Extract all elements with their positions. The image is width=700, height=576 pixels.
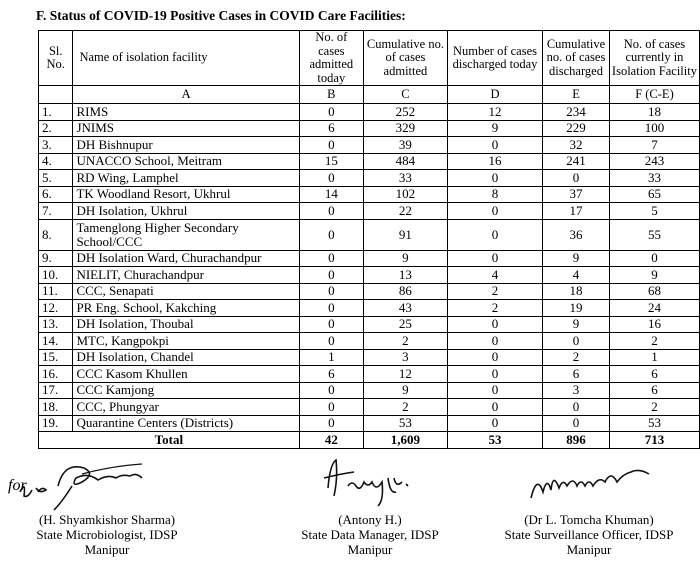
signature-image-2 — [270, 452, 470, 512]
cell-discharged-today: 0 — [447, 170, 542, 187]
cell-sl-no: 3. — [39, 137, 73, 154]
cell-facility-name: TK Woodland Resort, Ukhrul — [73, 186, 299, 203]
cell-currently-isolated: 6 — [609, 366, 699, 383]
cell-cumulative-discharged: 234 — [543, 104, 610, 121]
cell-facility-name: CCC, Senapati — [73, 283, 299, 300]
cell-discharged-today: 0 — [447, 137, 542, 154]
section-heading: F. Status of COVID-19 Positive Cases in COVID Care Facilities: — [36, 8, 406, 23]
signatory-1-name: (H. Shyamkishor Sharma) — [38, 512, 176, 527]
covid-facility-table — [38, 30, 700, 449]
cell-currently-isolated: 6 — [609, 382, 699, 399]
cell-cumulative-admitted: 22 — [363, 203, 447, 220]
cell-cumulative-admitted: 2 — [363, 399, 447, 416]
cell-admitted-today: 6 — [299, 120, 363, 137]
table-row — [39, 120, 700, 137]
cell-discharged-today: 0 — [447, 349, 542, 366]
cell-cumulative-admitted: 91 — [363, 219, 447, 250]
cell-discharged-today: 2 — [447, 300, 542, 317]
table-row — [39, 203, 700, 220]
cell-cumulative-discharged: 0 — [543, 399, 610, 416]
col-header-facility: Name of isolation facility — [73, 31, 299, 86]
table-row — [39, 137, 700, 154]
cell-admitted-today: 0 — [299, 333, 363, 350]
cell-cumulative-discharged: 0 — [543, 415, 610, 432]
cell-cumulative-admitted: 2 — [363, 333, 447, 350]
cell-currently-isolated: 65 — [609, 186, 699, 203]
table-row — [39, 382, 700, 399]
cell-admitted-today: 0 — [299, 137, 363, 154]
cell-sl-no: 19. — [39, 415, 73, 432]
cell-cumulative-admitted: 39 — [363, 137, 447, 154]
total-label: Total — [39, 432, 300, 449]
cell-currently-isolated: 7 — [609, 137, 699, 154]
cell-currently-isolated: 53 — [609, 415, 699, 432]
cell-cumulative-discharged: 229 — [543, 120, 610, 137]
cell-discharged-today: 2 — [447, 283, 542, 300]
cell-cumulative-discharged: 0 — [543, 333, 610, 350]
cell-currently-isolated: 0 — [609, 250, 699, 267]
cell-admitted-today: 0 — [299, 399, 363, 416]
cell-sl-no: 1. — [39, 104, 73, 121]
total-admitted-today: 42 — [299, 432, 363, 449]
col-header-discharged-today: Number of cases discharged today — [447, 31, 542, 86]
total-row — [39, 432, 700, 449]
signatory-2-name: (Antony H.) — [338, 512, 402, 527]
cell-admitted-today: 0 — [299, 104, 363, 121]
cell-discharged-today: 0 — [447, 366, 542, 383]
cell-sl-no: 4. — [39, 153, 73, 170]
cell-facility-name: DH Isolation Ward, Churachandpur — [73, 250, 299, 267]
cell-cumulative-discharged: 18 — [543, 283, 610, 300]
signatory-3-place: Manipur — [566, 542, 612, 557]
cell-facility-name: DH Isolation, Chandel — [73, 349, 299, 366]
cell-discharged-today: 0 — [447, 399, 542, 416]
cell-discharged-today: 0 — [447, 415, 542, 432]
cell-sl-no: 8. — [39, 219, 73, 250]
cell-cumulative-admitted: 9 — [363, 250, 447, 267]
cell-currently-isolated: 2 — [609, 333, 699, 350]
signatory-block-3 — [480, 452, 698, 557]
signatory-3-title: State Surveillance Officer, IDSP — [504, 527, 674, 542]
signatory-2-title: State Data Manager, IDSP — [301, 527, 439, 542]
cell-cumulative-discharged: 37 — [543, 186, 610, 203]
cell-discharged-today: 16 — [447, 153, 542, 170]
total-cumulative-discharged: 896 — [543, 432, 610, 449]
table-row — [39, 250, 700, 267]
cell-currently-isolated: 55 — [609, 219, 699, 250]
cell-cumulative-admitted: 102 — [363, 186, 447, 203]
signatory-block-1 — [2, 452, 212, 557]
cell-cumulative-discharged: 4 — [543, 267, 610, 284]
subheader-a: A — [73, 86, 299, 104]
cell-admitted-today: 0 — [299, 283, 363, 300]
subheader-sl — [39, 86, 73, 104]
cell-discharged-today: 0 — [447, 382, 542, 399]
cell-discharged-today: 0 — [447, 250, 542, 267]
cell-sl-no: 2. — [39, 120, 73, 137]
cell-facility-name: DH Bishnupur — [73, 137, 299, 154]
subheader-row — [39, 86, 700, 104]
cell-facility-name: CCC Kasom Khullen — [73, 366, 299, 383]
cell-cumulative-admitted: 25 — [363, 316, 447, 333]
total-discharged-today: 53 — [447, 432, 542, 449]
cell-cumulative-discharged: 3 — [543, 382, 610, 399]
cell-cumulative-admitted: 13 — [363, 267, 447, 284]
cell-admitted-today: 0 — [299, 267, 363, 284]
cell-sl-no: 6. — [39, 186, 73, 203]
cell-admitted-today: 0 — [299, 300, 363, 317]
signatory-3-name: (Dr L. Tomcha Khuman) — [524, 512, 654, 527]
cell-admitted-today: 15 — [299, 153, 363, 170]
cell-currently-isolated: 100 — [609, 120, 699, 137]
table-row — [39, 333, 700, 350]
cell-cumulative-discharged: 6 — [543, 366, 610, 383]
cell-facility-name: DH Isolation, Ukhrul — [73, 203, 299, 220]
cell-cumulative-admitted: 53 — [363, 415, 447, 432]
cell-discharged-today: 0 — [447, 316, 542, 333]
cell-sl-no: 18. — [39, 399, 73, 416]
table-row — [39, 300, 700, 317]
signature-image-1 — [12, 452, 202, 512]
signatory-1-prefix: for — [8, 477, 27, 494]
cell-admitted-today: 1 — [299, 349, 363, 366]
cell-currently-isolated: 16 — [609, 316, 699, 333]
cell-sl-no: 10. — [39, 267, 73, 284]
table-row — [39, 267, 700, 284]
cell-currently-isolated: 18 — [609, 104, 699, 121]
col-header-admitted-today: No. of cases admitted today — [299, 31, 363, 86]
cell-discharged-today: 12 — [447, 104, 542, 121]
table-row — [39, 104, 700, 121]
subheader-e: E — [543, 86, 610, 104]
table-row — [39, 153, 700, 170]
cell-currently-isolated: 243 — [609, 153, 699, 170]
cell-sl-no: 15. — [39, 349, 73, 366]
subheader-f: F (C-E) — [609, 86, 699, 104]
signatory-1-title: State Microbiologist, IDSP — [36, 527, 178, 542]
cell-admitted-today: 0 — [299, 170, 363, 187]
cell-cumulative-admitted: 252 — [363, 104, 447, 121]
cell-admitted-today: 14 — [299, 186, 363, 203]
cell-discharged-today: 0 — [447, 219, 542, 250]
cell-cumulative-admitted: 3 — [363, 349, 447, 366]
cell-sl-no: 12. — [39, 300, 73, 317]
cell-currently-isolated: 9 — [609, 267, 699, 284]
cell-facility-name: RIMS — [73, 104, 299, 121]
cell-discharged-today: 0 — [447, 203, 542, 220]
cell-cumulative-admitted: 329 — [363, 120, 447, 137]
cell-admitted-today: 0 — [299, 203, 363, 220]
cell-admitted-today: 0 — [299, 415, 363, 432]
cell-cumulative-admitted: 12 — [363, 366, 447, 383]
table-row — [39, 219, 700, 250]
table-row — [39, 415, 700, 432]
total-cumulative-admitted: 1,609 — [363, 432, 447, 449]
cell-admitted-today: 6 — [299, 366, 363, 383]
table-row — [39, 399, 700, 416]
table-row — [39, 366, 700, 383]
cell-facility-name: UNACCO School, Meitram — [73, 153, 299, 170]
cell-cumulative-discharged: 9 — [543, 316, 610, 333]
cell-cumulative-admitted: 9 — [363, 382, 447, 399]
cell-sl-no: 9. — [39, 250, 73, 267]
cell-cumulative-discharged: 241 — [543, 153, 610, 170]
cell-currently-isolated: 2 — [609, 399, 699, 416]
cell-cumulative-discharged: 36 — [543, 219, 610, 250]
cell-currently-isolated: 5 — [609, 203, 699, 220]
table-row — [39, 316, 700, 333]
cell-facility-name: DH Isolation, Thoubal — [73, 316, 299, 333]
cell-cumulative-admitted: 33 — [363, 170, 447, 187]
cell-facility-name: NIELIT, Churachandpur — [73, 267, 299, 284]
cell-cumulative-admitted: 484 — [363, 153, 447, 170]
table-row — [39, 186, 700, 203]
cell-cumulative-discharged: 2 — [543, 349, 610, 366]
cell-currently-isolated: 33 — [609, 170, 699, 187]
cell-currently-isolated: 1 — [609, 349, 699, 366]
cell-sl-no: 16. — [39, 366, 73, 383]
cell-facility-name: CCC, Phungyar — [73, 399, 299, 416]
cell-sl-no: 14. — [39, 333, 73, 350]
cell-admitted-today: 0 — [299, 316, 363, 333]
cell-admitted-today: 0 — [299, 250, 363, 267]
signatory-block-2 — [260, 452, 480, 557]
cell-sl-no: 5. — [39, 170, 73, 187]
total-currently-isolated: 713 — [609, 432, 699, 449]
header-row — [39, 31, 700, 86]
table-row — [39, 283, 700, 300]
cell-cumulative-discharged: 9 — [543, 250, 610, 267]
subheader-c: C — [363, 86, 447, 104]
cell-sl-no: 13. — [39, 316, 73, 333]
table-row — [39, 170, 700, 187]
cell-facility-name: CCC Kamjong — [73, 382, 299, 399]
cell-facility-name: Quarantine Centers (Districts) — [73, 415, 299, 432]
table-row — [39, 349, 700, 366]
cell-cumulative-discharged: 19 — [543, 300, 610, 317]
cell-facility-name: PR Eng. School, Kakching — [73, 300, 299, 317]
cell-discharged-today: 0 — [447, 333, 542, 350]
col-header-cumulative-discharged: Cumulative no. of cases discharged — [543, 31, 610, 86]
cell-discharged-today: 4 — [447, 267, 542, 284]
signature-image-3 — [489, 452, 689, 512]
cell-cumulative-discharged: 17 — [543, 203, 610, 220]
cell-facility-name: RD Wing, Lamphel — [73, 170, 299, 187]
cell-facility-name: Tamenglong Higher Secondary School/CCC — [73, 219, 299, 250]
col-header-sl: Sl. No. — [39, 31, 73, 86]
cell-admitted-today: 0 — [299, 382, 363, 399]
cell-currently-isolated: 24 — [609, 300, 699, 317]
cell-admitted-today: 0 — [299, 219, 363, 250]
cell-facility-name: JNIMS — [73, 120, 299, 137]
cell-cumulative-discharged: 32 — [543, 137, 610, 154]
subheader-d: D — [447, 86, 542, 104]
subheader-b: B — [299, 86, 363, 104]
signatory-1-place: Manipur — [84, 542, 130, 557]
cell-discharged-today: 9 — [447, 120, 542, 137]
cell-currently-isolated: 68 — [609, 283, 699, 300]
cell-discharged-today: 8 — [447, 186, 542, 203]
cell-cumulative-admitted: 86 — [363, 283, 447, 300]
cell-cumulative-discharged: 0 — [543, 170, 610, 187]
cell-sl-no: 17. — [39, 382, 73, 399]
col-header-cumulative-admitted: Cumulative no. of cases admitted — [363, 31, 447, 86]
cell-sl-no: 11. — [39, 283, 73, 300]
cell-cumulative-admitted: 43 — [363, 300, 447, 317]
col-header-currently-isolated: No. of cases currently in Isolation Facility — [609, 31, 699, 86]
cell-sl-no: 7. — [39, 203, 73, 220]
cell-facility-name: MTC, Kangpokpi — [73, 333, 299, 350]
signatory-2-place: Manipur — [347, 542, 393, 557]
